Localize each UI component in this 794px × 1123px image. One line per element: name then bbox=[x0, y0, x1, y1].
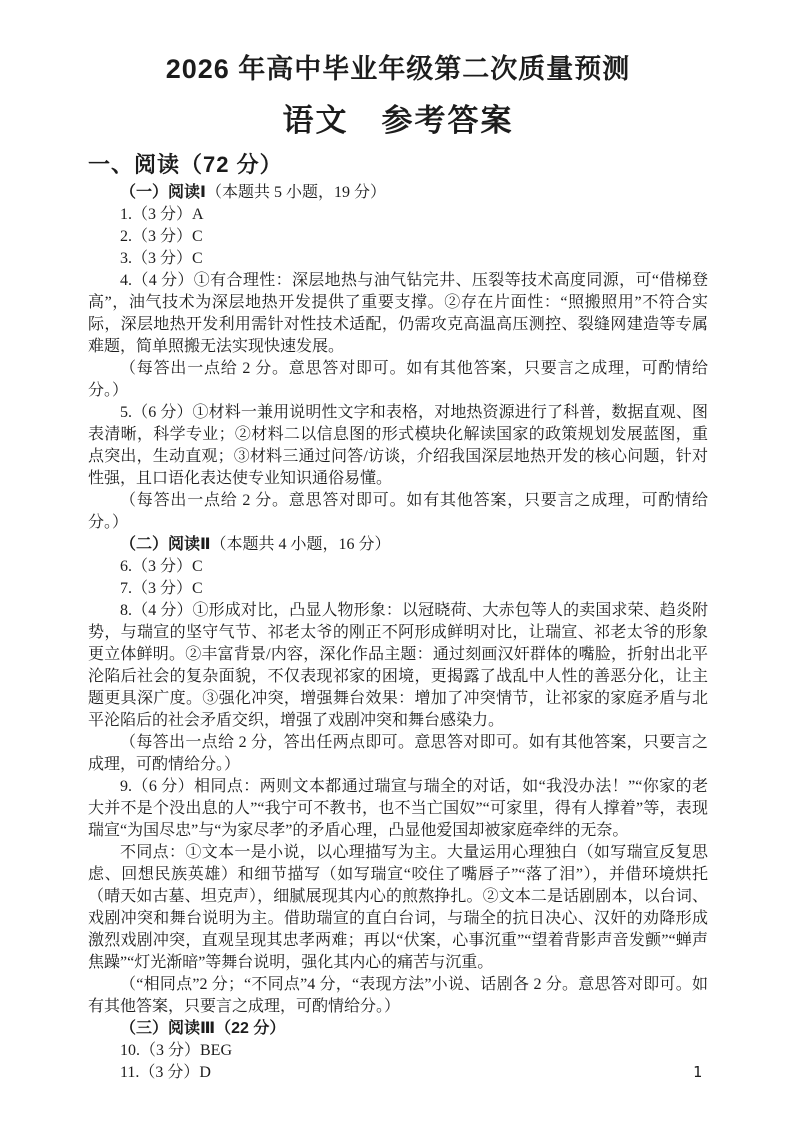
answer-9-same-paragraph: 9.（6 分）相同点：两则文本都通过瑞宣与瑞全的对话，如“我没办法！”“你家的老大并不是个没出息的人”“我宁可不教书，也不当亡国奴”“可家里，得有人撑着”等，表现瑞宣“为国尽忠”与“为家尽孝”的矛盾心理，凸显他爱国却被家庭牵绊的无奈。 bbox=[88, 778, 708, 839]
part-2-info: （本题共 4 小题，16 分） bbox=[210, 536, 391, 553]
part-3-heading bbox=[88, 1018, 708, 1040]
document-body bbox=[88, 182, 708, 1084]
part-1-info: （本题共 5 小题，19 分） bbox=[205, 184, 386, 201]
answer-11: 11.（3 分）D bbox=[120, 1064, 211, 1081]
answer-9-diff-paragraph: 不同点：①文本一是小说，以心理描写为主。大量运用心理独白（如写瑞宣反复思虑、回想民族英雄）和细节描写（如写瑞宣“咬住了嘴唇子”“落了泪”），并借环境烘托（晴天如古墓、坦克声），细腻展现其内心的煎熬挣扎。②文本二是话剧剧本，以台词、戏剧冲突和舞台说明为主。借助瑞宣的直白台词，与瑞全的抗日决心、汉奸的劝降形成激烈戏剧冲突，直观呈现其忠孝两难；再以“伏案，心事沉重”“望着背影声音发颤”“蝉声焦躁”“灯光渐暗”等舞台说明，强化其内心的痛苦与沉重。 bbox=[88, 844, 708, 971]
answer-4-paragraph: 4.（4 分）①有合理性：深层地热与油气钻完井、压裂等技术高度同源，可“借梯登高”，油气技术为深层地热开发提供了重要支撑。②存在片面性：“照搬照用”不符合实际，深层地热开发利用需针对性技术适配，仍需攻克高温高压测控、裂缝网建造等专属难题，简单照搬无法实现快速发展。 bbox=[88, 272, 708, 355]
section-1-heading: 一、阅读（72 分） bbox=[88, 152, 283, 177]
part-2-label: （二）阅读Ⅱ bbox=[120, 536, 211, 553]
answer-4-note: （每答出一点给 2 分。意思答对即可。如有其他答案，只要言之成理，可酌情给分。） bbox=[88, 360, 708, 399]
part-1-label: （一）阅读Ⅰ bbox=[120, 184, 206, 201]
answer-3: 3.（3 分）C bbox=[120, 250, 203, 267]
part-2-heading bbox=[88, 534, 708, 556]
answer-8-note: （每答出一点给 2 分，答出任两点即可。意思答对即可。如有其他答案，只要言之成理，可酌情给分。） bbox=[88, 734, 708, 773]
answer-5-paragraph: 5.（6 分）①材料一兼用说明性文字和表格，对地热资源进行了科普，数据直观、图表清晰，科学专业；②材料二以信息图的形式模块化解读国家的政策规划发展蓝图，重点突出，生动直观；③材料三通过问答/访谈，介绍我国深层地热开发的核心问题，针对性强，且口语化表达使专业知识通俗易懂。 bbox=[88, 404, 708, 487]
answer-7: 7.（3 分）C bbox=[120, 580, 203, 597]
document-subtitle: 语文 参考答案 bbox=[282, 103, 514, 138]
answer-8-paragraph: 8.（4 分）①形成对比，凸显人物形象：以冠晓荷、大赤包等人的卖国求荣、趋炎附势，与瑞宣的坚守气节、祁老太爷的刚正不阿形成鲜明对比，让瑞宣、祁老太爷的形象更立体鲜明。②丰富背景/内容，深化作品主题：通过刻画汉奸群体的嘴脸，折射出北平沦陷后社会的复杂面貌，不仅表现祁家的困境，更揭露了战乱中人性的善恶分化，让主题更具深广度。③强化冲突，增强舞台效果：增加了冲突情节，让祁家的家庭矛盾与北平沦陷后的社会矛盾交织，增强了戏剧冲突和舞台感染力。 bbox=[88, 602, 708, 729]
answer-9-note: （“相同点”2 分；“不同点”4 分，“表现方法”小说、话剧各 2 分。意思答对即可。如有其他答案，只要言之成理，可酌情给分。） bbox=[88, 976, 708, 1015]
answer-5-note: （每答出一点给 2 分。意思答对即可。如有其他答案，只要言之成理，可酌情给分。） bbox=[88, 492, 708, 531]
page-number: 1 bbox=[692, 1063, 702, 1081]
answer-1: 1.（3 分）A bbox=[120, 206, 204, 223]
document-title: 2026 年高中毕业年级第二次质量预测 bbox=[165, 54, 631, 84]
answer-10: 10.（3 分）BEG bbox=[120, 1042, 233, 1059]
part-3-label: （三）阅读Ⅲ（22 分） bbox=[120, 1020, 286, 1037]
answer-6: 6.（3 分）C bbox=[120, 558, 203, 575]
answer-2: 2.（3 分）C bbox=[120, 228, 203, 245]
part-1-heading bbox=[88, 182, 708, 204]
